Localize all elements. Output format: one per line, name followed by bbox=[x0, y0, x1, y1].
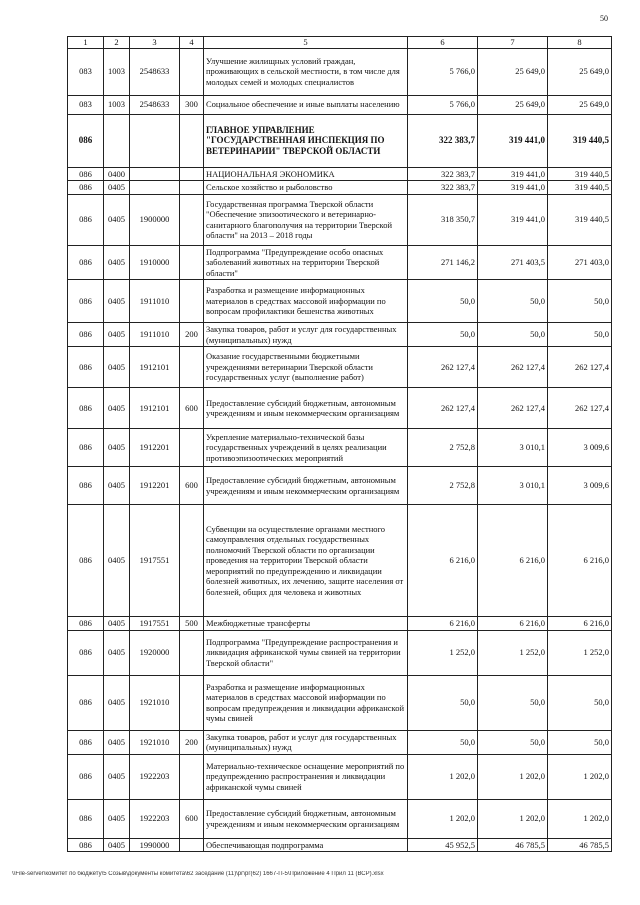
expense-type-cell: 500 bbox=[180, 617, 204, 631]
section-code-cell: 0405 bbox=[104, 194, 130, 245]
table-row bbox=[68, 347, 612, 388]
amount-col8-cell: 262 127,4 bbox=[548, 388, 612, 429]
item-name-cell: Подпрограмма "Предупреждение распространения и ликвидация африканской чумы свиней на территории Тверской области" bbox=[204, 630, 408, 675]
expense-type-cell bbox=[180, 675, 204, 730]
column-header: 4 bbox=[180, 37, 204, 49]
amount-col6-cell: 45 952,5 bbox=[408, 838, 478, 852]
item-name-cell: Межбюджетные трансферты bbox=[204, 617, 408, 631]
target-article-cell: 1912201 bbox=[130, 467, 180, 505]
amount-col7-cell: 1 202,0 bbox=[478, 799, 548, 838]
target-article-cell: 2548633 bbox=[130, 95, 180, 114]
amount-col8-cell: 319 440,5 bbox=[548, 181, 612, 195]
amount-col7-cell: 25 649,0 bbox=[478, 48, 548, 95]
target-article-cell: 1910000 bbox=[130, 245, 180, 280]
table-row bbox=[68, 167, 612, 181]
amount-col8-cell: 6 216,0 bbox=[548, 617, 612, 631]
table-row bbox=[68, 95, 612, 114]
item-name-cell: Государственная программа Тверской области "Обеспечение эпизоотического и ветеринарно-санитарного благополучия на территории Тверской области" на 2013 – 2018 годы bbox=[204, 194, 408, 245]
amount-col7-cell: 6 216,0 bbox=[478, 617, 548, 631]
amount-col6-cell: 1 202,0 bbox=[408, 799, 478, 838]
table-row bbox=[68, 467, 612, 505]
expense-type-cell bbox=[180, 48, 204, 95]
table-row bbox=[68, 429, 612, 467]
amount-col8-cell: 1 202,0 bbox=[548, 799, 612, 838]
target-article-cell: 1900000 bbox=[130, 194, 180, 245]
expense-type-cell bbox=[180, 630, 204, 675]
amount-col8-cell: 25 649,0 bbox=[548, 95, 612, 114]
amount-col7-cell: 319 441,0 bbox=[478, 181, 548, 195]
expense-type-cell bbox=[180, 194, 204, 245]
target-article-cell: 1921010 bbox=[130, 730, 180, 754]
amount-col8-cell: 319 440,5 bbox=[548, 114, 612, 167]
table-row bbox=[68, 194, 612, 245]
section-code-cell: 0405 bbox=[104, 799, 130, 838]
expense-type-cell bbox=[180, 429, 204, 467]
section-code-cell: 1003 bbox=[104, 48, 130, 95]
admin-code-cell: 086 bbox=[68, 799, 104, 838]
table-row bbox=[68, 280, 612, 323]
budget-table bbox=[67, 36, 612, 852]
file-path-footer: \\File-server\комитет по бюджету\5 Созыв\документы комитета\62 заседание (11)\рг\рг(62) 1667-П-5\Приложение 4 Прил 11 (ВСР).xlsx bbox=[12, 871, 384, 877]
expense-type-cell: 600 bbox=[180, 467, 204, 505]
amount-col8-cell: 271 403,0 bbox=[548, 245, 612, 280]
table-row bbox=[68, 617, 612, 631]
amount-col8-cell: 25 649,0 bbox=[548, 48, 612, 95]
amount-col6-cell: 322 383,7 bbox=[408, 181, 478, 195]
section-code-cell: 0405 bbox=[104, 388, 130, 429]
column-header: 2 bbox=[104, 37, 130, 49]
amount-col6-cell: 318 350,7 bbox=[408, 194, 478, 245]
amount-col6-cell: 1 202,0 bbox=[408, 754, 478, 799]
amount-col6-cell: 2 752,8 bbox=[408, 467, 478, 505]
target-article-cell: 1990000 bbox=[130, 838, 180, 852]
table-row bbox=[68, 838, 612, 852]
amount-col7-cell: 319 441,0 bbox=[478, 194, 548, 245]
amount-col7-cell: 46 785,5 bbox=[478, 838, 548, 852]
section-code-cell: 0400 bbox=[104, 167, 130, 181]
admin-code-cell: 086 bbox=[68, 114, 104, 167]
section-code-cell: 0405 bbox=[104, 323, 130, 347]
expense-type-cell: 600 bbox=[180, 799, 204, 838]
item-name-cell: Материально-техническое оснащение мероприятий по предупреждению распространения и ликвидации африканской чумы свиней bbox=[204, 754, 408, 799]
expense-type-cell: 200 bbox=[180, 730, 204, 754]
amount-col7-cell: 271 403,5 bbox=[478, 245, 548, 280]
amount-col7-cell: 319 441,0 bbox=[478, 167, 548, 181]
amount-col7-cell: 25 649,0 bbox=[478, 95, 548, 114]
admin-code-cell: 086 bbox=[68, 347, 104, 388]
target-article-cell: 1917551 bbox=[130, 505, 180, 617]
target-article-cell bbox=[130, 181, 180, 195]
amount-col7-cell: 3 010,1 bbox=[478, 467, 548, 505]
amount-col6-cell: 6 216,0 bbox=[408, 505, 478, 617]
target-article-cell bbox=[130, 167, 180, 181]
amount-col8-cell: 262 127,4 bbox=[548, 347, 612, 388]
amount-col6-cell: 262 127,4 bbox=[408, 388, 478, 429]
amount-col6-cell: 5 766,0 bbox=[408, 48, 478, 95]
item-name-cell: Подпрограмма "Предупреждение особо опасных заболеваний животных на территории Тверской области" bbox=[204, 245, 408, 280]
item-name-cell: Субвенции на осуществление органами местного самоуправления отдельных государственных полномочий Тверской области по организации проведения на территории Тверской области мероприятий по предупреждению и ликвидации болезней животных, их лечению, защите населения от болезней, общих для человека и животных bbox=[204, 505, 408, 617]
admin-code-cell: 086 bbox=[68, 505, 104, 617]
item-name-cell: Закупка товаров, работ и услуг для государственных (муниципальных) нужд bbox=[204, 730, 408, 754]
column-header: 6 bbox=[408, 37, 478, 49]
amount-col8-cell: 46 785,5 bbox=[548, 838, 612, 852]
expense-type-cell bbox=[180, 347, 204, 388]
admin-code-cell: 083 bbox=[68, 48, 104, 95]
section-code-cell: 0405 bbox=[104, 675, 130, 730]
table-row bbox=[68, 754, 612, 799]
expense-type-cell: 600 bbox=[180, 388, 204, 429]
admin-code-cell: 083 bbox=[68, 95, 104, 114]
section-code-cell: 0405 bbox=[104, 467, 130, 505]
amount-col8-cell: 3 009,6 bbox=[548, 429, 612, 467]
admin-code-cell: 086 bbox=[68, 429, 104, 467]
amount-col6-cell: 271 146,2 bbox=[408, 245, 478, 280]
expense-type-cell bbox=[180, 245, 204, 280]
section-code-cell: 0405 bbox=[104, 280, 130, 323]
target-article-cell: 1922203 bbox=[130, 799, 180, 838]
section-code-cell: 0405 bbox=[104, 730, 130, 754]
amount-col7-cell: 1 252,0 bbox=[478, 630, 548, 675]
amount-col8-cell: 1 252,0 bbox=[548, 630, 612, 675]
column-header: 1 bbox=[68, 37, 104, 49]
admin-code-cell: 086 bbox=[68, 181, 104, 195]
item-name-cell: Предоставление субсидий бюджетным, автономным учреждениям и иным некоммерческим организациям bbox=[204, 799, 408, 838]
expense-type-cell bbox=[180, 280, 204, 323]
section-code-cell: 0405 bbox=[104, 754, 130, 799]
amount-col7-cell: 6 216,0 bbox=[478, 505, 548, 617]
amount-col8-cell: 50,0 bbox=[548, 280, 612, 323]
amount-col7-cell: 50,0 bbox=[478, 280, 548, 323]
item-name-cell: Разработка и размещение информационных материалов в средствах массовой информации по вопросам профилактики бешенства животных bbox=[204, 280, 408, 323]
column-header: 7 bbox=[478, 37, 548, 49]
section-code-cell: 0405 bbox=[104, 429, 130, 467]
amount-col7-cell: 50,0 bbox=[478, 730, 548, 754]
amount-col6-cell: 2 752,8 bbox=[408, 429, 478, 467]
table-row bbox=[68, 630, 612, 675]
target-article-cell: 1917551 bbox=[130, 617, 180, 631]
amount-col6-cell: 50,0 bbox=[408, 280, 478, 323]
admin-code-cell: 086 bbox=[68, 675, 104, 730]
admin-code-cell: 086 bbox=[68, 754, 104, 799]
section-code-cell: 0405 bbox=[104, 181, 130, 195]
item-name-cell: Предоставление субсидий бюджетным, автономным учреждениям и иным некоммерческим организациям bbox=[204, 467, 408, 505]
target-article-cell bbox=[130, 114, 180, 167]
expense-type-cell: 300 bbox=[180, 95, 204, 114]
amount-col8-cell: 319 440,5 bbox=[548, 167, 612, 181]
section-code-cell: 1003 bbox=[104, 95, 130, 114]
table-row bbox=[68, 114, 612, 167]
amount-col8-cell: 50,0 bbox=[548, 675, 612, 730]
table-row bbox=[68, 245, 612, 280]
target-article-cell: 1920000 bbox=[130, 630, 180, 675]
table-row bbox=[68, 48, 612, 95]
admin-code-cell: 086 bbox=[68, 245, 104, 280]
table-row bbox=[68, 799, 612, 838]
header-row bbox=[68, 37, 612, 49]
amount-col7-cell: 262 127,4 bbox=[478, 347, 548, 388]
amount-col8-cell: 319 440,5 bbox=[548, 194, 612, 245]
target-article-cell: 1911010 bbox=[130, 280, 180, 323]
amount-col6-cell: 5 766,0 bbox=[408, 95, 478, 114]
expense-type-cell bbox=[180, 114, 204, 167]
expense-type-cell bbox=[180, 181, 204, 195]
item-name-cell: Социальное обеспечение и иные выплаты населению bbox=[204, 95, 408, 114]
admin-code-cell: 086 bbox=[68, 388, 104, 429]
amount-col7-cell: 319 441,0 bbox=[478, 114, 548, 167]
admin-code-cell: 086 bbox=[68, 323, 104, 347]
admin-code-cell: 086 bbox=[68, 467, 104, 505]
amount-col7-cell: 262 127,4 bbox=[478, 388, 548, 429]
item-name-cell: Улучшение жилищных условий граждан, проживающих в сельской местности, в том числе для молодых семей и молодых специалистов bbox=[204, 48, 408, 95]
admin-code-cell: 086 bbox=[68, 617, 104, 631]
amount-col8-cell: 1 202,0 bbox=[548, 754, 612, 799]
admin-code-cell: 086 bbox=[68, 167, 104, 181]
amount-col6-cell: 322 383,7 bbox=[408, 114, 478, 167]
admin-code-cell: 086 bbox=[68, 194, 104, 245]
amount-col6-cell: 322 383,7 bbox=[408, 167, 478, 181]
item-name-cell: НАЦИОНАЛЬНАЯ ЭКОНОМИКА bbox=[204, 167, 408, 181]
item-name-cell: Предоставление субсидий бюджетным, автономным учреждениям и иным некоммерческим организациям bbox=[204, 388, 408, 429]
section-code-cell: 0405 bbox=[104, 347, 130, 388]
column-header: 5 bbox=[204, 37, 408, 49]
expense-type-cell bbox=[180, 167, 204, 181]
table-body bbox=[68, 48, 612, 852]
target-article-cell: 1922203 bbox=[130, 754, 180, 799]
amount-col6-cell: 50,0 bbox=[408, 323, 478, 347]
expense-type-cell bbox=[180, 505, 204, 617]
expense-type-cell bbox=[180, 754, 204, 799]
expense-type-cell bbox=[180, 838, 204, 852]
amount-col6-cell: 50,0 bbox=[408, 730, 478, 754]
item-name-cell: Укрепление материально-технической базы государственных учреждений в целях реализации противоэпизоотических мероприятий bbox=[204, 429, 408, 467]
section-code-cell: 0405 bbox=[104, 617, 130, 631]
admin-code-cell: 086 bbox=[68, 730, 104, 754]
amount-col7-cell: 1 202,0 bbox=[478, 754, 548, 799]
target-article-cell: 1921010 bbox=[130, 675, 180, 730]
admin-code-cell: 086 bbox=[68, 280, 104, 323]
amount-col8-cell: 50,0 bbox=[548, 730, 612, 754]
column-header: 3 bbox=[130, 37, 180, 49]
expense-type-cell: 200 bbox=[180, 323, 204, 347]
table-row bbox=[68, 181, 612, 195]
table-row bbox=[68, 323, 612, 347]
target-article-cell: 2548633 bbox=[130, 48, 180, 95]
section-code-cell: 0405 bbox=[104, 245, 130, 280]
item-name-cell: Сельское хозяйство и рыболовство bbox=[204, 181, 408, 195]
item-name-cell: Закупка товаров, работ и услуг для государственных (муниципальных) нужд bbox=[204, 323, 408, 347]
section-code-cell: 0405 bbox=[104, 838, 130, 852]
amount-col7-cell: 50,0 bbox=[478, 323, 548, 347]
amount-col6-cell: 262 127,4 bbox=[408, 347, 478, 388]
admin-code-cell: 086 bbox=[68, 630, 104, 675]
amount-col7-cell: 50,0 bbox=[478, 675, 548, 730]
table-row bbox=[68, 730, 612, 754]
amount-col8-cell: 50,0 bbox=[548, 323, 612, 347]
amount-col8-cell: 3 009,6 bbox=[548, 467, 612, 505]
admin-code-cell: 086 bbox=[68, 838, 104, 852]
item-name-cell: ГЛАВНОЕ УПРАВЛЕНИЕ "ГОСУДАРСТВЕННАЯ ИНСПЕКЦИЯ ПО ВЕТЕРИНАРИИ" ТВЕРСКОЙ ОБЛАСТИ bbox=[204, 114, 408, 167]
item-name-cell: Оказание государственными бюджетными учреждениями ветеринарии Тверской области государственных услуг (выполнение работ) bbox=[204, 347, 408, 388]
item-name-cell: Обеспечивающая подпрограмма bbox=[204, 838, 408, 852]
target-article-cell: 1912101 bbox=[130, 388, 180, 429]
table-row bbox=[68, 505, 612, 617]
amount-col6-cell: 50,0 bbox=[408, 675, 478, 730]
amount-col8-cell: 6 216,0 bbox=[548, 505, 612, 617]
page-number: 50 bbox=[600, 14, 608, 23]
amount-col6-cell: 1 252,0 bbox=[408, 630, 478, 675]
table-row bbox=[68, 675, 612, 730]
column-header: 8 bbox=[548, 37, 612, 49]
table-row bbox=[68, 388, 612, 429]
target-article-cell: 1911010 bbox=[130, 323, 180, 347]
section-code-cell: 0405 bbox=[104, 505, 130, 617]
amount-col6-cell: 6 216,0 bbox=[408, 617, 478, 631]
section-code-cell: 0405 bbox=[104, 630, 130, 675]
amount-col7-cell: 3 010,1 bbox=[478, 429, 548, 467]
item-name-cell: Разработка и размещение информационных материалов в средствах массовой информации по вопросам предупреждения и ликвидации африканской чумы свиней bbox=[204, 675, 408, 730]
section-code-cell bbox=[104, 114, 130, 167]
target-article-cell: 1912201 bbox=[130, 429, 180, 467]
target-article-cell: 1912101 bbox=[130, 347, 180, 388]
